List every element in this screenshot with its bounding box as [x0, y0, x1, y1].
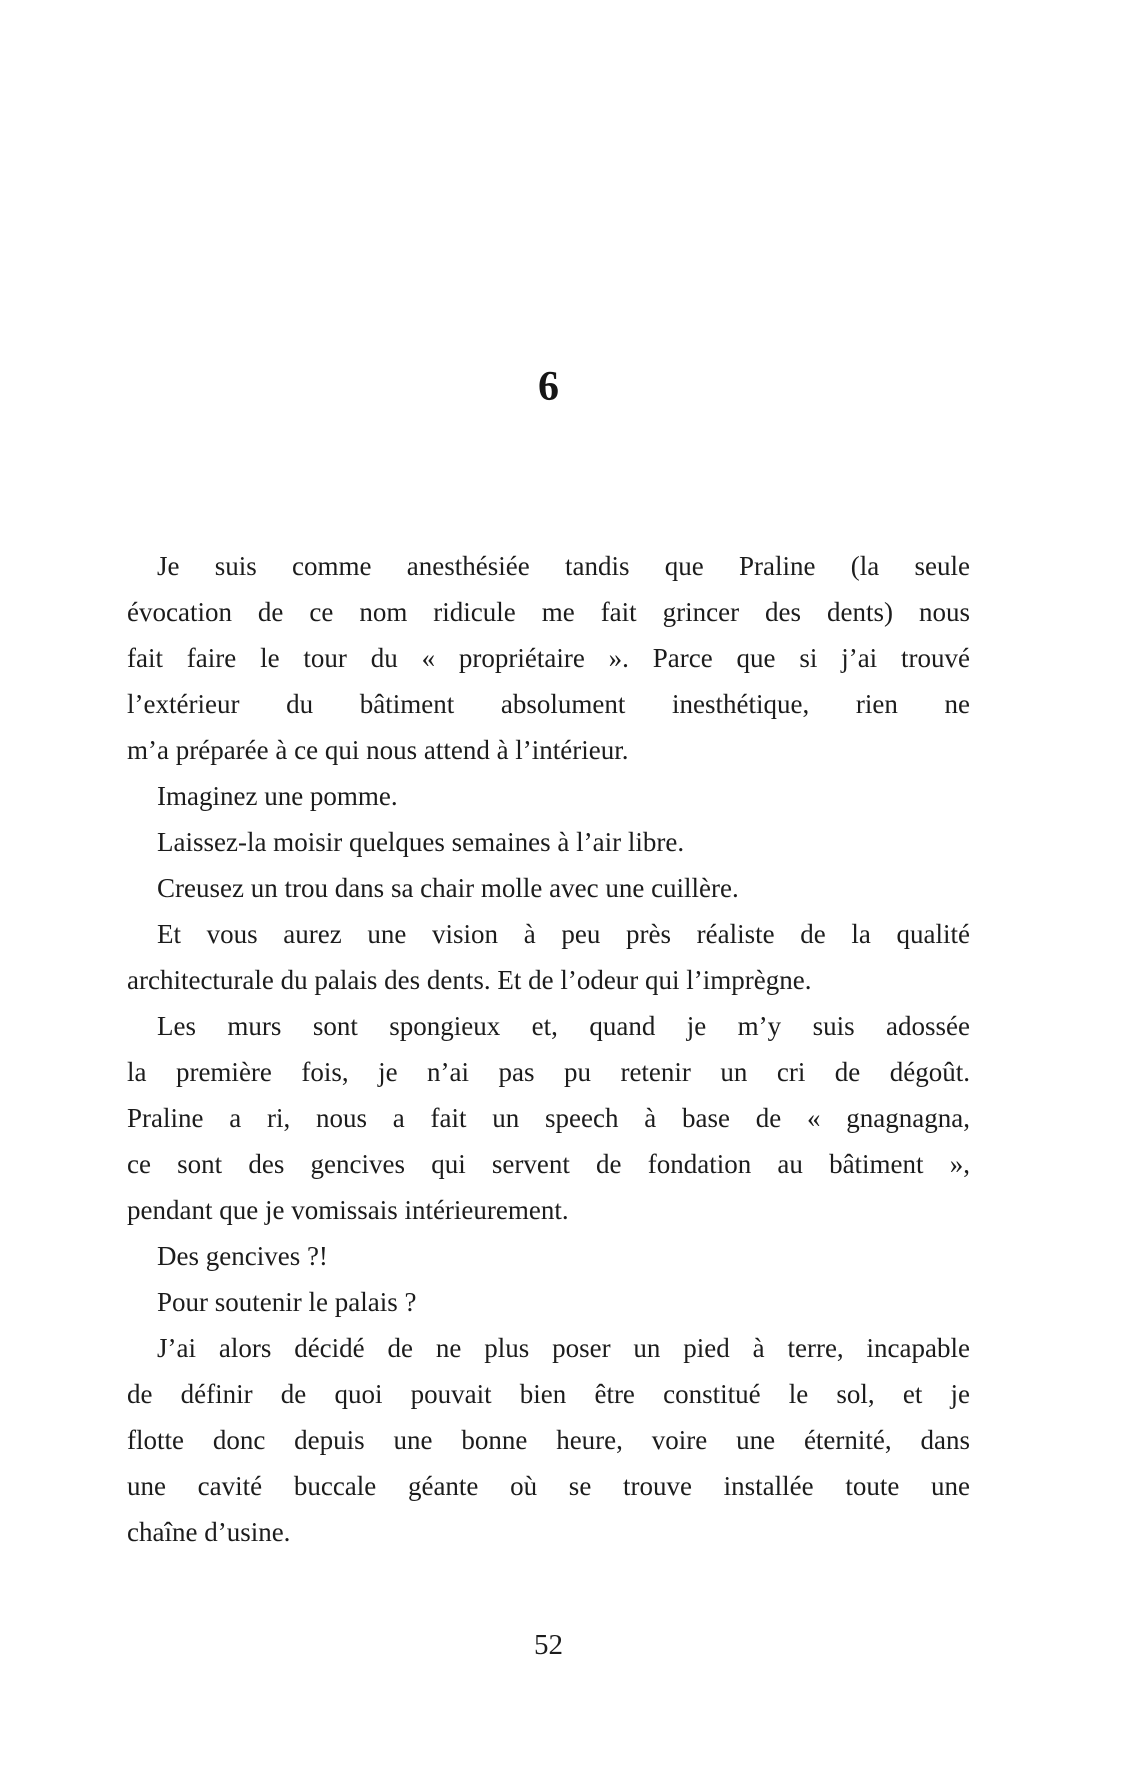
text-line: fait faire le tour du « propriétaire ». Parce que si j’ai trouvé: [127, 643, 970, 673]
text-line: Les murs sont spongieux et, quand je m’y suis adossée: [157, 1011, 970, 1041]
text-line: Je suis comme anesthésiée tandis que Praline (la seule: [157, 551, 970, 581]
text-line: Imaginez une pomme.: [157, 781, 398, 811]
text-line: évocation de ce nom ridicule me fait grincer des dents) nous: [127, 597, 970, 627]
text-line: m’a préparée à ce qui nous attend à l’intérieur.: [127, 735, 629, 765]
text-line: pendant que je vomissais intérieurement.: [127, 1195, 569, 1225]
body-text: [127, 543, 970, 1555]
text-line: architecturale du palais des dents. Et de l’odeur qui l’imprègne.: [127, 965, 812, 995]
text-line: ce sont des gencives qui servent de fondation au bâtiment »,: [127, 1149, 970, 1179]
text-line: Creusez un trou dans sa chair molle avec une cuillère.: [157, 873, 739, 903]
page-number: 52: [534, 1629, 563, 1661]
text-line: l’extérieur du bâtiment absolument inesthétique, rien ne: [127, 689, 970, 719]
text-line: Et vous aurez une vision à peu près réaliste de la qualité: [157, 919, 970, 949]
text-line: une cavité buccale géante où se trouve installée toute une: [127, 1471, 970, 1501]
text-line: Des gencives ?!: [157, 1241, 328, 1271]
chapter-number: 6: [538, 364, 559, 410]
text-line: chaîne d’usine.: [127, 1517, 291, 1547]
text-line: flotte donc depuis une bonne heure, voire une éternité, dans: [127, 1425, 970, 1455]
text-line: Pour soutenir le palais ?: [157, 1287, 417, 1317]
text-line: Laissez-la moisir quelques semaines à l’air libre.: [157, 827, 685, 857]
text-line: de définir de quoi pouvait bien être constitué le sol, et je: [127, 1379, 970, 1409]
text-line: Praline a ri, nous a fait un speech à base de « gnagnagna,: [127, 1103, 970, 1133]
text-line: J’ai alors décidé de ne plus poser un pied à terre, incapable: [157, 1333, 970, 1363]
text-line: la première fois, je n’ai pas pu retenir un cri de dégoût.: [127, 1057, 970, 1087]
